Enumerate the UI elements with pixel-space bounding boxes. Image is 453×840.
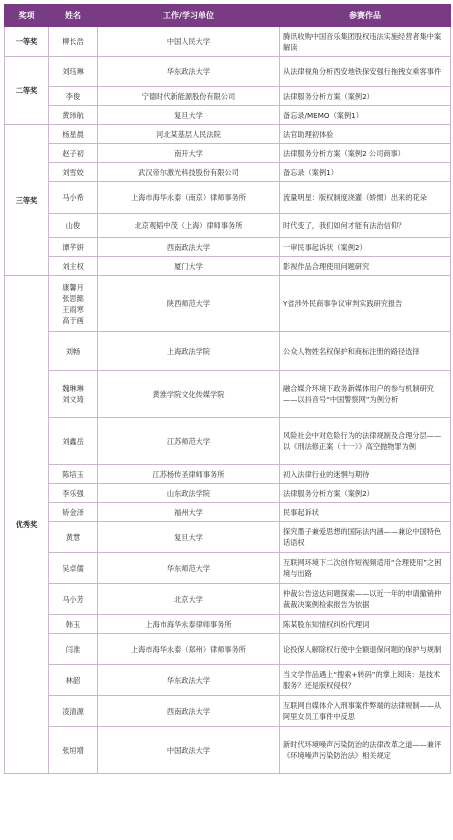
unit-cell: 西南政法大学 <box>98 238 280 257</box>
work-cell: 法律服务分析方案（案例2） <box>280 87 451 106</box>
unit-cell: 上海市海华永泰律师事务所 <box>98 615 280 634</box>
work-cell: 时代变了，我们如何才能有法治信仰？ <box>280 214 451 238</box>
unit-cell: 上海市海华永泰（南京）律师事务所 <box>98 182 280 214</box>
award-level-cell: 一等奖 <box>5 27 49 57</box>
work-cell: 公众人物姓名权保护和商标注册的路径选择 <box>280 332 451 371</box>
unit-cell: 黄淮学院文化传媒学院 <box>98 371 280 418</box>
name-cell: 马小希 <box>49 182 98 214</box>
table-row <box>5 106 451 125</box>
unit-cell: 上海政法学院 <box>98 332 280 371</box>
work-cell: 法律服务分析方案（案例2 公司商事） <box>280 144 451 163</box>
table-row <box>5 727 451 774</box>
name-cell: 黄慧 <box>49 522 98 553</box>
table-row <box>5 87 451 106</box>
unit-cell: 上海市海华永泰（郑州）律师事务所 <box>98 634 280 665</box>
unit-cell: 中国政法大学 <box>98 727 280 774</box>
name-cell: 魏琳琳 刘文琦 <box>49 371 98 418</box>
name-cell: 凌清源 <box>49 696 98 727</box>
unit-cell: 复旦大学 <box>98 522 280 553</box>
work-cell: 备忘录/MEMO（案例1） <box>280 106 451 125</box>
work-cell: 备忘录（案例1） <box>280 163 451 182</box>
work-cell: 初入法律行业的迷惘与期待 <box>280 465 451 484</box>
table-row <box>5 615 451 634</box>
header-work: 参赛作品 <box>280 5 451 27</box>
table-row <box>5 332 451 371</box>
header-award: 奖项 <box>5 5 49 27</box>
name-cell: 刘雪姣 <box>49 163 98 182</box>
unit-cell: 武汉帝尔激光科技股份有限公司 <box>98 163 280 182</box>
work-cell: 论投保人解除权行使中全额退保问题的保护与规制 <box>280 634 451 665</box>
unit-cell: 厦门大学 <box>98 257 280 276</box>
unit-cell: 宁德时代新能源股份有限公司 <box>98 87 280 106</box>
unit-cell: 华东政法大学 <box>98 665 280 696</box>
table-row <box>5 696 451 727</box>
table-row <box>5 214 451 238</box>
table-row <box>5 634 451 665</box>
work-cell: 陈某股东知情权纠纷代理词 <box>280 615 451 634</box>
work-cell: 探究墨子兼爱思想的国际法内涵——兼论中国特色话语权 <box>280 522 451 553</box>
work-cell: Y省涉外民商事争议审判实践研究报告 <box>280 276 451 332</box>
work-cell: 流量明星：版权制度浇灌（娇惯）出来的花朵 <box>280 182 451 214</box>
work-cell: 腾讯收购中国音乐集团股权违法实施经营者集中案解读 <box>280 27 451 57</box>
work-cell: 新时代环境噪声污染防治的法律改革之道——兼评《环境噪声污染防治法》相关规定 <box>280 727 451 774</box>
unit-cell: 华东政法大学 <box>98 57 280 87</box>
award-level-cell: 优秀奖 <box>5 276 49 774</box>
table-row <box>5 238 451 257</box>
table-header-row <box>5 5 451 27</box>
name-cell: 刘畅 <box>49 332 98 371</box>
work-cell: 当文学作品遇上“搜索+转码”的掌上阅读：是技术服务？还是版权侵权？ <box>280 665 451 696</box>
table-row <box>5 522 451 553</box>
header-unit: 工作/学习单位 <box>98 5 280 27</box>
table-row <box>5 27 451 57</box>
table-row <box>5 125 451 144</box>
name-cell: 马小芳 <box>49 584 98 615</box>
name-cell: 黄玮航 <box>49 106 98 125</box>
name-cell: 李乐强 <box>49 484 98 503</box>
work-cell: 互联网环境下二次创作短视频适用“合理使用”之困境与出路 <box>280 553 451 584</box>
name-cell: 林韶 <box>49 665 98 696</box>
work-cell: 风险社会中对危险行为的法律规制及合理分层——以《刑法修正案（十一）》高空抛物罪为例 <box>280 418 451 465</box>
work-cell: 融合媒介环境下政务新媒体用户的参与机制研究——以抖音号“中国警察网”为例分析 <box>280 371 451 418</box>
work-cell: 法律服务分析方案（案例2） <box>280 484 451 503</box>
name-cell: 韩玉 <box>49 615 98 634</box>
name-cell: 山俊 <box>49 214 98 238</box>
table-row <box>5 503 451 522</box>
award-level-cell: 二等奖 <box>5 57 49 125</box>
name-cell: 刘珏琳 <box>49 57 98 87</box>
name-cell: 杨星晨 <box>49 125 98 144</box>
name-cell: 康馨月 张思懿 王雨寒 高于画 <box>49 276 98 332</box>
table-row <box>5 144 451 163</box>
award-level-cell: 三等奖 <box>5 125 49 276</box>
table-row <box>5 371 451 418</box>
awards-table <box>4 4 451 774</box>
work-cell: 从法律视角分析西安地铁保安强行拖拽女乘客事件 <box>280 57 451 87</box>
unit-cell: 南开大学 <box>98 144 280 163</box>
name-cell: 柳长浩 <box>49 27 98 57</box>
unit-cell: 江苏杨传圣律师事务所 <box>98 465 280 484</box>
unit-cell: 中国人民大学 <box>98 27 280 57</box>
work-cell: 互联网自媒体介入刑事案件弊端的法律规制——从阿里女员工事件中反思 <box>280 696 451 727</box>
work-cell: 影视作品合理使用问题研究 <box>280 257 451 276</box>
work-cell: 一审民事起诉状（案例2） <box>280 238 451 257</box>
name-cell: 赵子初 <box>49 144 98 163</box>
unit-cell: 福州大学 <box>98 503 280 522</box>
header-name: 姓名 <box>49 5 98 27</box>
table-row <box>5 163 451 182</box>
table-row <box>5 257 451 276</box>
unit-cell: 北京大学 <box>98 584 280 615</box>
unit-cell: 北京观韬中茂（上海）律师事务所 <box>98 214 280 238</box>
table-row <box>5 665 451 696</box>
name-cell: 矫金泽 <box>49 503 98 522</box>
unit-cell: 河北某基层人民法院 <box>98 125 280 144</box>
unit-cell: 陕西师范大学 <box>98 276 280 332</box>
name-cell: 刘主权 <box>49 257 98 276</box>
unit-cell: 江苏师范大学 <box>98 418 280 465</box>
name-cell: 刘鑫岳 <box>49 418 98 465</box>
table-row <box>5 465 451 484</box>
unit-cell: 华东师范大学 <box>98 553 280 584</box>
name-cell: 陈培玉 <box>49 465 98 484</box>
work-cell: 仲裁公告送达问题探索——以近一年的申请撤销仲裁裁决案例检索报告为依据 <box>280 584 451 615</box>
awards-table-body <box>5 27 451 774</box>
name-cell: 张垣增 <box>49 727 98 774</box>
table-row <box>5 484 451 503</box>
name-cell: 谭芊妍 <box>49 238 98 257</box>
awards-table-container <box>4 4 450 774</box>
table-row <box>5 553 451 584</box>
table-row <box>5 57 451 87</box>
table-row <box>5 418 451 465</box>
unit-cell: 山东政法学院 <box>98 484 280 503</box>
work-cell: 民事起诉状 <box>280 503 451 522</box>
unit-cell: 复旦大学 <box>98 106 280 125</box>
table-row <box>5 584 451 615</box>
table-row <box>5 182 451 214</box>
name-cell: 吴卓儒 <box>49 553 98 584</box>
table-row <box>5 276 451 332</box>
name-cell: 闫准 <box>49 634 98 665</box>
work-cell: 法官助理初体验 <box>280 125 451 144</box>
unit-cell: 西南政法大学 <box>98 696 280 727</box>
name-cell: 李俊 <box>49 87 98 106</box>
